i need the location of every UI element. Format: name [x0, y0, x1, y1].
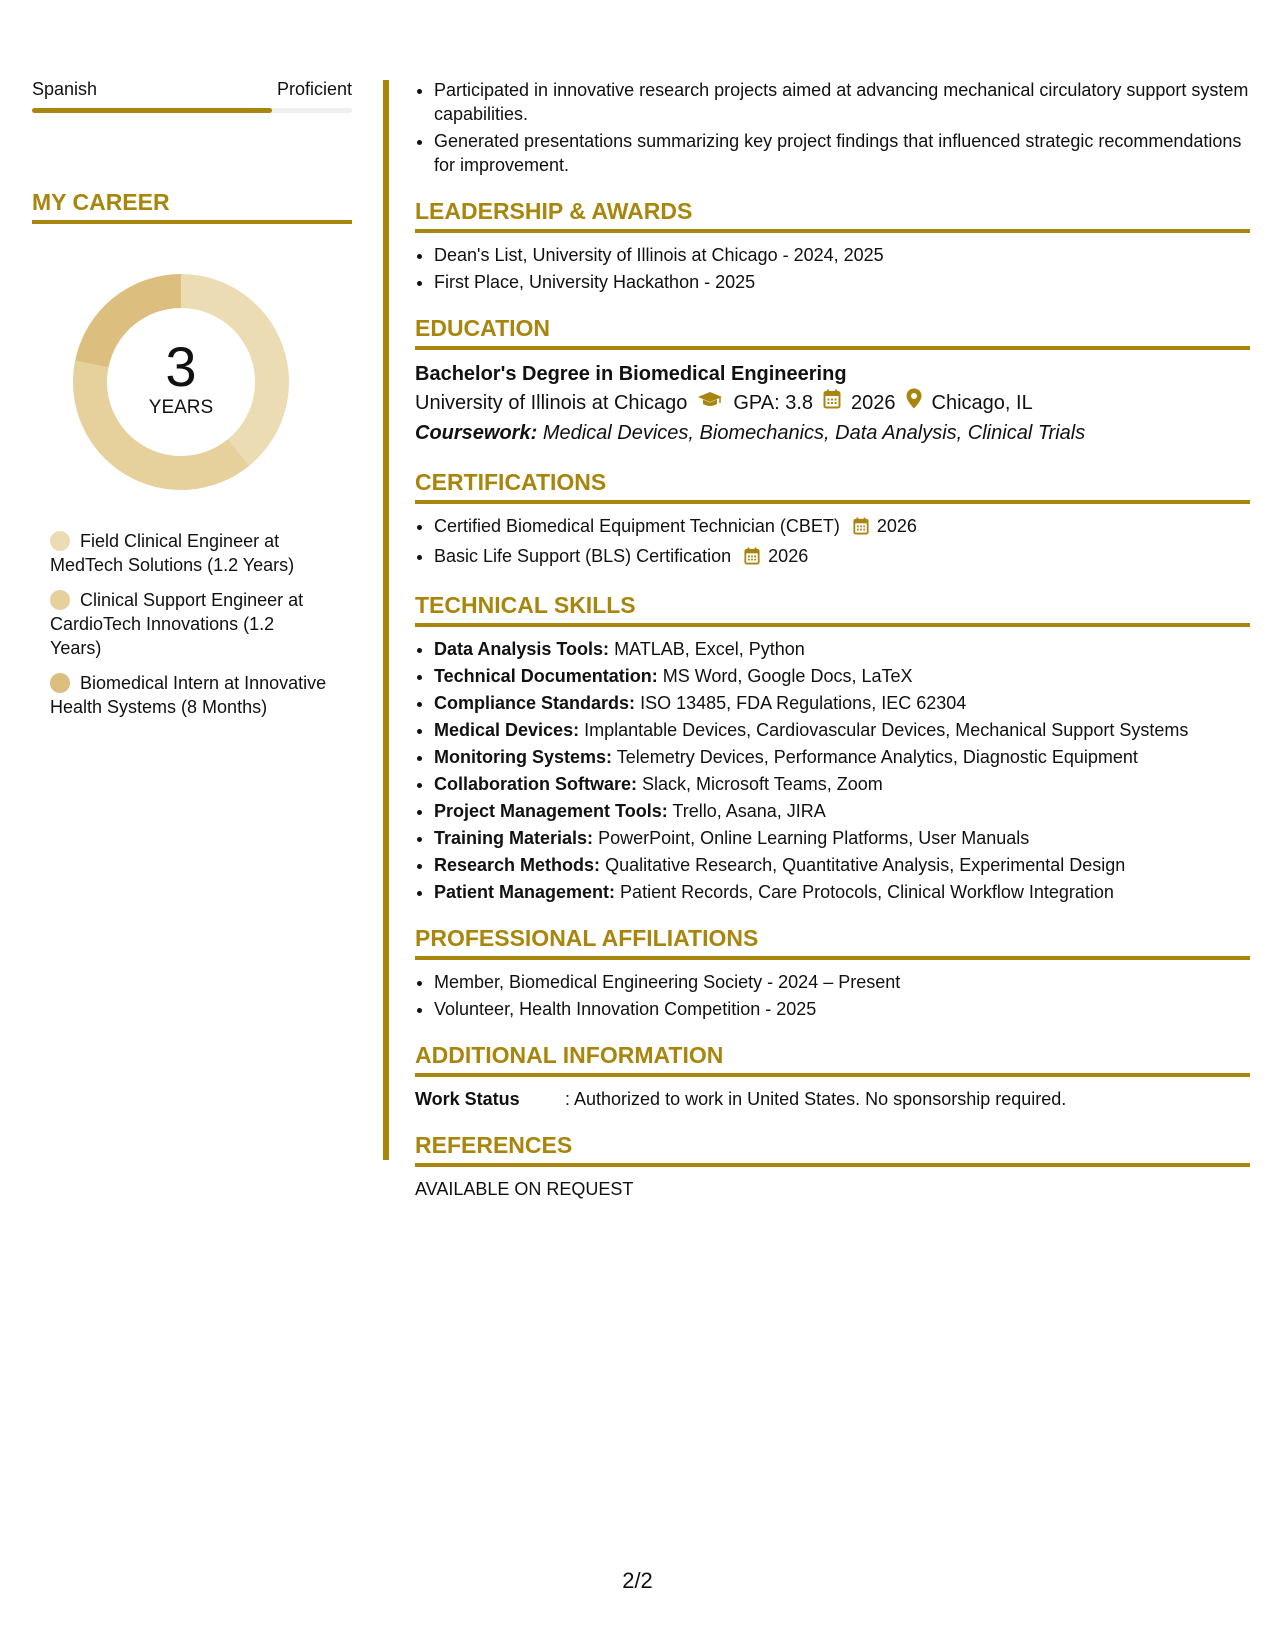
calendar-icon [744, 547, 760, 571]
skill-values: Patient Records, Care Protocols, Clinical Workflow Integration [620, 882, 1114, 902]
skill-item [434, 745, 1250, 769]
certification-name: Basic Life Support (BLS) Certification [434, 546, 732, 566]
skill-item [434, 772, 1250, 796]
certifications-list [415, 514, 1250, 571]
language-proficiency-fill [32, 108, 272, 113]
skill-item [434, 799, 1250, 823]
legend-dot-icon [50, 531, 70, 551]
experience-bullet: • Generated presentations summarizing key project findings that influenced strategic recommendations for improvement. [434, 129, 1250, 177]
skill-item [434, 826, 1250, 850]
certification-item [434, 514, 1250, 541]
skill-category: Compliance Standards: [434, 693, 636, 713]
education-details [415, 388, 1250, 418]
skill-values: MATLAB, Excel, Python [614, 639, 805, 659]
work-status-row [415, 1087, 1250, 1111]
career-heading: MY CAREER [32, 188, 352, 224]
skill-item [434, 853, 1250, 877]
gpa: GPA: 3.8 [733, 392, 814, 414]
education-location: Chicago, IL [931, 392, 1033, 414]
certification-year: 2026 [768, 546, 809, 566]
affiliation-item: • Volunteer, Health Innovation Competition - 2025 [434, 997, 1250, 1021]
language-name: Spanish [32, 79, 98, 99]
skill-category: Medical Devices: [434, 720, 580, 740]
career-item-label: Biomedical Intern at Innovative Health Systems (8 Months) [50, 673, 327, 717]
career-legend-item [50, 671, 330, 719]
career-legend [50, 529, 330, 719]
work-status-label: Work Status [415, 1089, 520, 1109]
skill-item [434, 664, 1250, 688]
column-divider [383, 80, 389, 1160]
skill-category: Project Management Tools: [434, 801, 668, 821]
additional-info-heading: ADDITIONAL INFORMATION [415, 1041, 1250, 1077]
skill-category: Technical Documentation: [434, 666, 658, 686]
skill-values: ISO 13485, FDA Regulations, IEC 62304 [640, 693, 967, 713]
coursework-label: Coursework: [415, 422, 538, 444]
skill-values: Trello, Asana, JIRA [672, 801, 826, 821]
legend-dot-icon [50, 590, 70, 610]
left-column [32, 78, 352, 730]
language-proficiency-bar [32, 108, 352, 113]
experience-bullets [415, 78, 1250, 177]
skills-heading: TECHNICAL SKILLS [415, 591, 1250, 627]
calendar-icon [853, 517, 869, 541]
leadership-item: • Dean's List, University of Illinois at Chicago - 2024, 2025 [434, 243, 1250, 267]
skills-list [415, 637, 1250, 904]
language-row [32, 78, 352, 100]
page-number: 2/2 [622, 1568, 653, 1593]
language-level: Proficient [276, 79, 352, 99]
skill-item [434, 880, 1250, 904]
graduation-cap-icon [697, 388, 723, 418]
certification-year: 2026 [876, 516, 917, 536]
coursework-list: Medical Devices, Biomechanics, Data Analysis, Clinical Trials [542, 422, 1086, 444]
career-item-label: Field Clinical Engineer at MedTech Solutions (1.2 Years) [50, 531, 295, 575]
skill-values: Slack, Microsoft Teams, Zoom [642, 774, 883, 794]
skill-category: Research Methods: [434, 855, 601, 875]
skill-category: Patient Management: [434, 882, 616, 902]
right-column [415, 78, 1250, 1201]
degree-title: Bachelor's Degree in Biomedical Engineering [415, 363, 847, 385]
skill-values: PowerPoint, Online Learning Platforms, User Manuals [598, 828, 1030, 848]
graduation-year: 2026 [851, 392, 896, 414]
career-legend-item [50, 529, 330, 577]
skill-item [434, 637, 1250, 661]
career-legend-item [50, 588, 330, 660]
school-name: University of Illinois at Chicago [415, 392, 688, 414]
career-donut-chart [66, 267, 296, 497]
career-total-value: 3 [165, 335, 197, 398]
work-status-value: : Authorized to work in United States. No sponsorship required. [565, 1089, 1067, 1109]
legend-dot-icon [50, 673, 70, 693]
career-total-unit: YEARS [148, 397, 214, 418]
affiliations-heading: PROFESSIONAL AFFILIATIONS [415, 924, 1250, 960]
coursework [415, 418, 1250, 448]
affiliations-list [415, 970, 1250, 1021]
leadership-heading: LEADERSHIP & AWARDS [415, 197, 1250, 233]
leadership-item: • First Place, University Hackathon - 2025 [434, 270, 1250, 294]
skill-values: MS Word, Google Docs, LaTeX [662, 666, 913, 686]
skill-category: Collaboration Software: [434, 774, 638, 794]
certification-item [434, 544, 1250, 571]
skill-values: Implantable Devices, Cardiovascular Devices, Mechanical Support Systems [584, 720, 1189, 740]
education-heading: EDUCATION [415, 314, 1250, 350]
experience-bullet: • Participated in innovative research projects aimed at advancing mechanical circulatory support system capabilities. [434, 78, 1250, 126]
certifications-heading: CERTIFICATIONS [415, 468, 1250, 504]
skill-category: Training Materials: [434, 828, 594, 848]
certification-name: Certified Biomedical Equipment Technician (CBET) [434, 516, 840, 536]
skill-values: Telemetry Devices, Performance Analytics, Diagnostic Equipment [616, 747, 1138, 767]
skill-category: Data Analysis Tools: [434, 639, 610, 659]
skill-item [434, 691, 1250, 715]
affiliation-item: • Member, Biomedical Engineering Society - 2024 – Present [434, 970, 1250, 994]
references-heading: REFERENCES [415, 1131, 1250, 1167]
skill-item [434, 718, 1250, 742]
skill-category: Monitoring Systems: [434, 747, 613, 767]
skill-values: Qualitative Research, Quantitative Analysis, Experimental Design [605, 855, 1126, 875]
location-pin-icon [906, 388, 922, 418]
leadership-list [415, 243, 1250, 294]
calendar-icon [823, 388, 841, 418]
references-text: AVAILABLE ON REQUEST [415, 1179, 634, 1199]
career-item-label: Clinical Support Engineer at CardioTech Innovations (1.2 Years) [50, 590, 304, 658]
